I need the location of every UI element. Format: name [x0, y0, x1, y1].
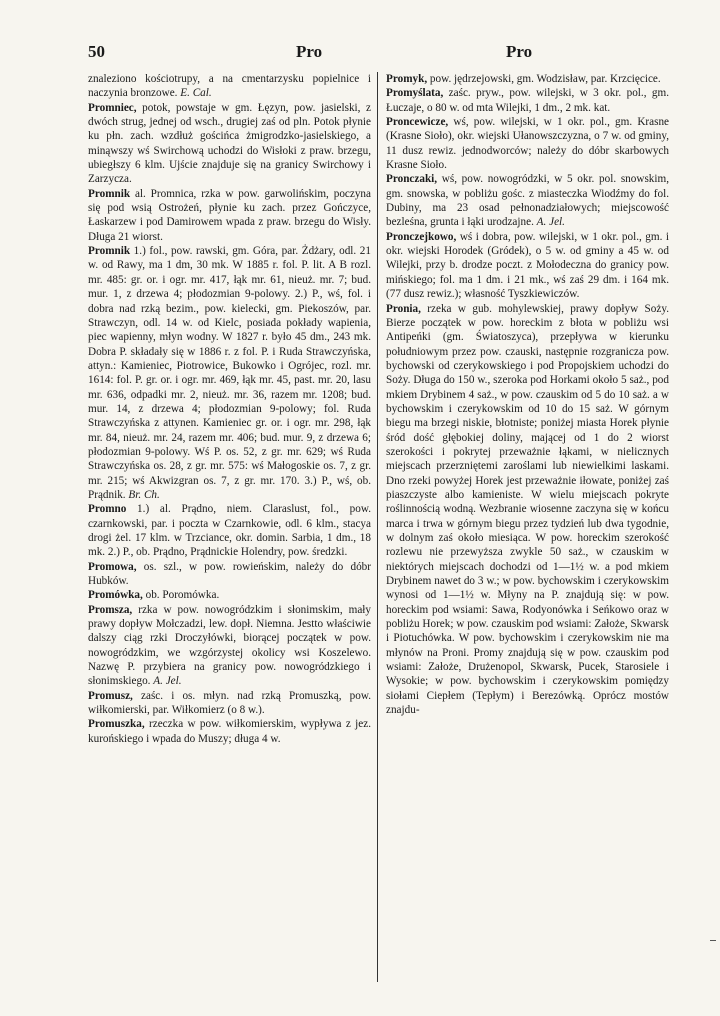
dictionary-entry: [386, 172, 669, 229]
entry-headword: Pronczejkowo,: [386, 230, 457, 243]
dictionary-entry: [88, 603, 371, 689]
dictionary-entry: [88, 717, 371, 746]
running-head-left: Pro: [296, 42, 323, 61]
entry-text: znaleziono kościotrupy, a na cmentarzysku popielnice i naczynia bronzowe.: [88, 73, 371, 100]
dictionary-entry: [88, 689, 371, 718]
entry-author: Br. Ch.: [128, 488, 160, 501]
entry-text: os. szl., w pow. rowieńskim, należy do dóbr Hubków.: [88, 560, 371, 588]
entry-author: A. Jel.: [153, 675, 182, 688]
dictionary-entry: [88, 101, 371, 187]
dictionary-entry: [386, 115, 669, 172]
entry-text: potok, powstaje w gm. Łęzyn, pow. jasielski, z dwóch strug, jednej od wsch., drugiej zaś od pln. Potok płynie ku płn. zach. wzdłuż gościńca żmigrodzko-jasielskiego, a minąwszy wś Swirchową uchodzi do Wisłoki z praw. brzegu, ubiegłszy 6 klm. Ujście znajduje się na granicy Swirchowy i Zarzycza.: [88, 101, 371, 186]
entry-headword: Promuszka,: [88, 718, 145, 731]
dictionary-entry: [88, 502, 371, 559]
entry-text: 1.) al. Prądno, niem. Claraslust, fol., pow. czarnkowski, par. i poczta w Czarnkowie, odl. 6 klm., stacya drogi żel. 17 klm. w Trzciance, okr. domin. Sarbia, 1 dm., 18 mk. 2.) P., ob. Prądno, Prądnickie Holendry, pow. średzki.: [88, 503, 371, 559]
entry-text: ob. Poromówka.: [142, 589, 220, 602]
entry-headword: Promno: [88, 503, 127, 516]
entry-text: wś, pow. nowogródzki, w 5 okr. pol. snowskim, gm. snowska, w pobliżu gośc. z miasteczka Wiodźmy do fol. Dubiny, ma 23 osad pełnonadziałowych; miejscowość bezleśna, grunta i łąki urodzajne.: [386, 173, 669, 229]
entry-text: wś i dobra, pow. wilejski, w 1 okr. pol., gm. i okr. wiejski Horodek (Gródek), o 5 w. od gminy a 45 w. od Wilejki, przy b. drodze poczt. z Mołodeczna do granicy pow. mińskiego; fol. ma 1 dm. i 21 mk., wś zaś 29 dm. i 164 mk. (77 dusz rewiz.); własność Tyszkiewiczów.: [386, 230, 669, 301]
page-header: [88, 42, 710, 64]
right-column: [386, 72, 669, 717]
entry-text: pow. jędrzejowski, gm. Wodzisław, par. Krzcięcice.: [427, 73, 661, 85]
entry-author: E. Cal.: [180, 87, 212, 100]
entry-headword: Proncewicze,: [386, 116, 449, 129]
dictionary-entry: [386, 86, 669, 115]
left-column: [88, 72, 371, 746]
entry-text: zaśc. i os. młyn. nad rzką Promuszką, pow. wiłkomierski, par. Wiłkomierz (o 8 w.).: [88, 689, 371, 717]
entry-text: rzka w pow. nowogródzkim i słonimskim, mały prawy dopływ Mołczadzi, lew. dopł. Niemna. Jestto właściwie dalszy ciąg rzki Droczyłówki, biorącej początek w pow. nowogródzkim, we wzgórzystej okolicy wsi Koszelewo. Nazwę P. przybiera na granicy pow. nowogródzkiego i słonimskiego.: [88, 603, 371, 688]
dictionary-entry: [88, 244, 371, 502]
entry-text: zaśc. pryw., pow. wilejski, w 3 okr. pol., gm. Łuczaje, o 80 w. od mta Wilejki, 1 dm., 2 mk. kat.: [386, 87, 669, 114]
running-head-right: Pro: [506, 42, 533, 61]
dictionary-entry: [88, 72, 371, 101]
dictionary-entry: [386, 230, 669, 302]
entry-headword: Pronczaki,: [386, 173, 438, 186]
entry-headword: Promsza,: [88, 603, 133, 616]
entry-headword: Promnik: [88, 245, 131, 258]
dictionary-entry: [88, 187, 371, 244]
dictionary-entry: [386, 72, 669, 86]
dictionary-entry: [88, 560, 371, 589]
entry-author: A. Jel.: [536, 216, 565, 229]
entry-text: 1.) fol., pow. rawski, gm. Góra, par. Żdżary, odl. 21 w. od Rawy, ma 1 dm, 30 mk. W 1885 r. fol. P. lit. A B rozl. mr. 485: gr. or. i ogr. mr. 417, łąk mr. 61, nieuż. mr. 7; bud. mur. 1, z drzewa 4; płodozmian 9-polowy. 2.) P., wś, fol. i dobra nad rzką bezim., pow. kielecki, gm. Piekoszów, par. Strawczyn, odl. 14 w. od Kielc, posiada pokłady wapienia, piec wapienny, młyn wodny. W 1827 r. było 45 dm., 243 mk. Dobra P. składały się w 1886 r. z fol. P. i Ruda Strawczyńska, attyn.: Kamieniec, Piotrowice, Bukowko i Ogrójec, rozl. mr. 1614: fol. P. gr. or. i ogr. mr. 469, łąk mr. 45, past. mr. 20, lasu mr. 636, odpadki mr. 2, nieuż. mr. 36, razem mr. 1208; bud. mur. 14, z drzewa 4; płodozmian 9-polowy; fol. Ruda Strawczyńska z attynen. Kamieniec gr. or. i ogr. mr. 298, łąk mr. 84, nieuż. mr. 24, razem mr. 406; bud. mur. 9, z drzewa 6; płodozmian 9-polowy. Wś P. os. 52, z gr. mr. 629; wś Ruda Strawczyńska os. 28, z gr. mr. 575: wś Małogoskie os. 7, z gr. mr. 215; wś Akwizgran os. 7, z gr. mr. 170. 3.) P., wś, ob. Prądnik.: [88, 245, 371, 501]
entry-headword: Promowa,: [88, 560, 137, 573]
entry-headword: Promówka,: [88, 589, 143, 602]
entry-text: rzeczka w pow. wiłkomierskim, wypływa z jez. kurońskiego i wpada do Muszy; długa 4 w.: [88, 718, 371, 745]
dictionary-entry: [88, 588, 371, 602]
entry-headword: Promyk,: [386, 73, 428, 85]
entry-headword: Promusz,: [88, 689, 133, 702]
dictionary-entry: [386, 302, 669, 718]
column-divider: [377, 72, 378, 982]
page-number: 50: [88, 42, 105, 61]
entry-headword: Pronia,: [386, 302, 421, 315]
dictionary-columns: [88, 72, 700, 1002]
entry-headword: Promniec,: [88, 101, 137, 114]
entry-text: al. Promnica, rzka w pow. garwolińskim, poczyna się pod wsią Ostrożeń, płynie ku zach. przez Gończyce, Łaskarzew i pod Damirowem wpada z praw. brzegu do Wisły. Długa 21 wiorst.: [88, 187, 371, 243]
entry-headword: Promyślata,: [386, 87, 444, 100]
entry-text: wś, pow. wilejski, w 1 okr. pol., gm. Krasne (Krasne Sioło), okr. wiejski Ułanowszczyzna, o 7 w. od gminy, 11 dusz rewiz. jednodworców; należy do dóbr skarbowych Krasne Sioło.: [386, 116, 669, 172]
margin-mark: [710, 940, 716, 941]
entry-text: rzeka w gub. mohylewskiej, prawy dopływ Soży. Bierze początek w pow. horeckim z błota w pobliżu wsi Antipeńki (gm. Światoszyca), przepływa w kierunku południowym przez pow. czauski, następnie rozgranicza pow. bychowski od czerykowskiego i pod Propojskiem uchodzi do Soży. Długa do 150 w., szeroka pod Horkami około 5 saż., pod mkiem Drybinem 4 saż., w pow. czauskim od 5 do 10 saż. a w bychowskim i czerykowskim od 10 do 15 saż. W górnym biegu ma brzegi niskie, błotniste; poniżej miasta Horek płynie śród dość głębokiej doliny, mającej od 1 do 2 wiorst szerokości i pokrytej przeważnie łąkami, w nielicznych miejscach przerzniętemi zaroślami lub niewielkimi laskami. Dno rzeki powyżej Horek jest przeważnie iłowate, poniżej zaś piaszczyste albo kamieniste. W wielu miejscach pokryte roślinnością wodną. Wezbranie wiosenne zaczyna się w końcu marca i trwa w górnym biegu przez tydzień lub dwa tygodnie, w dolnym zaś około miesiąca. W pow. horeckim szerokość rozlewu nie przewyższa zwykle 50 saż., w czauskim w niektórych miejscach dochodzi od 1—1½ w. a pod mkiem Drybinem nawet do 3 w.; w pow. bychowskim i czerykowskim wynosi od 1—1½ w. Młyny na P. znajdują się: w pow. horeckim pod wsiami: Sawa, Rodyonówka i Seńkowo oraz w pobliżu Horek; w pow. czauskim pod wsiami: Założe, Skwarsk i Piotuchówka. W pow. bychowskim i czerykowskim nie ma młynów na Proni. Promy znajdują się w pow. czauskim pod wsiami: Założe, Drużenopol, Skwarsk, Pucek, Starosiele i Wysokie; w pow. bychowskim i czerykowskim pomiędzy siołami Ciepłem (Tepłym) i Berezówką. Oprócz mostów znajdu-: [386, 302, 669, 717]
entry-headword: Promnik: [88, 187, 131, 200]
